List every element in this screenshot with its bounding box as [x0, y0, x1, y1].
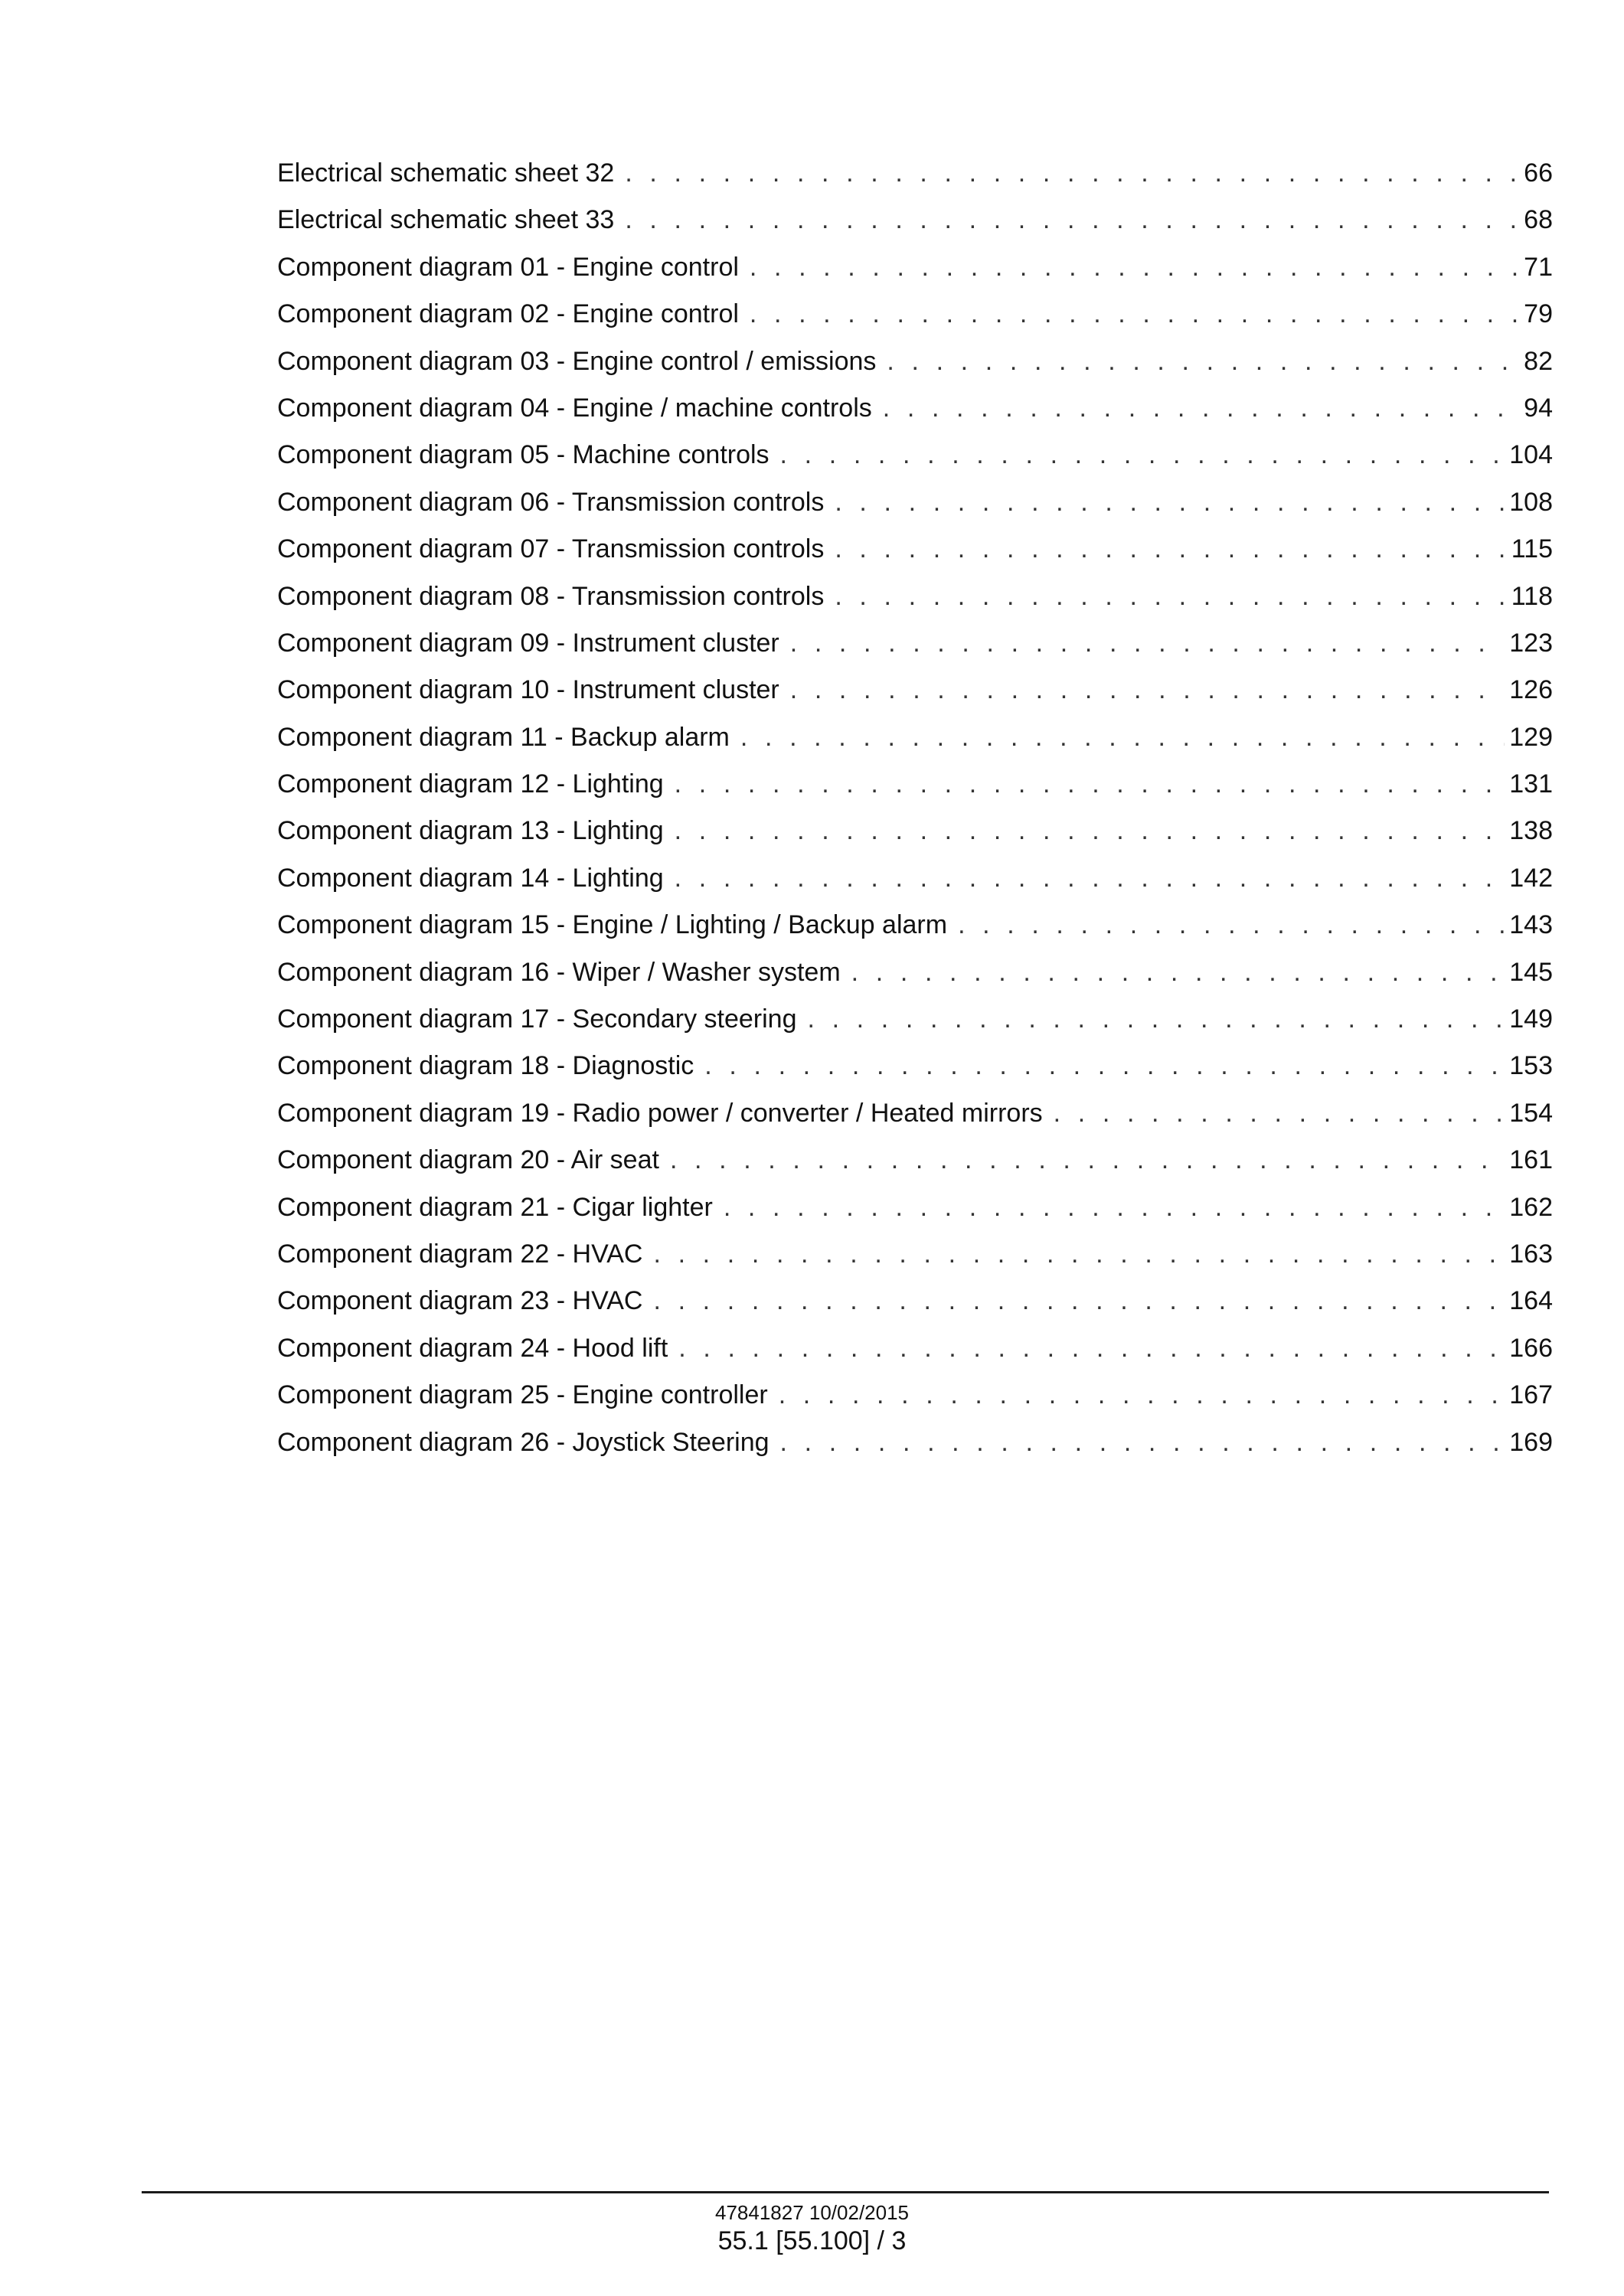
- toc-entry[interactable]: [277, 1043, 1553, 1089]
- toc-entry-title: Component diagram 16 - Wiper / Washer system: [277, 957, 841, 987]
- toc-entry-title: Component diagram 05 - Machine controls: [277, 440, 770, 470]
- toc-entry-title: Component diagram 19 - Radio power / converter / Heated mirrors: [277, 1098, 1043, 1128]
- toc-entry-title: Component diagram 18 - Diagnostic: [277, 1051, 694, 1081]
- toc-entry-page: 164: [1509, 1286, 1553, 1316]
- toc-entry-page: 79: [1524, 299, 1553, 329]
- toc-entry-page: 118: [1511, 581, 1553, 611]
- toc-entry[interactable]: [277, 150, 1553, 197]
- toc-entry-title: Component diagram 25 - Engine controller: [277, 1380, 768, 1410]
- toc-leader-dots: [750, 244, 1519, 291]
- toc-leader-dots: [851, 949, 1505, 996]
- toc-entry-page: 108: [1509, 487, 1553, 517]
- toc-entry-page: 149: [1509, 1004, 1553, 1034]
- toc-entry-title: Component diagram 08 - Transmission controls: [277, 581, 825, 611]
- toc-leader-dots: [1054, 1090, 1505, 1137]
- footer-document-reference: 47841827 10/02/2015: [714, 2201, 910, 2224]
- toc-entry-title: Electrical schematic sheet 33: [277, 205, 615, 235]
- toc-entry[interactable]: [277, 808, 1553, 854]
- toc-entry-page: 68: [1524, 205, 1553, 235]
- toc-entry-page: 129: [1509, 722, 1553, 752]
- toc-entry[interactable]: [277, 996, 1553, 1043]
- toc-leader-dots: [790, 620, 1505, 667]
- toc-entry[interactable]: [277, 1278, 1553, 1324]
- toc-entry-title: Component diagram 01 - Engine control: [277, 252, 739, 282]
- toc-leader-dots: [675, 761, 1505, 808]
- toc-entry-title: Electrical schematic sheet 32: [277, 158, 615, 188]
- toc-leader-dots: [835, 479, 1505, 526]
- toc-entry[interactable]: [277, 573, 1553, 620]
- toc-entry[interactable]: [277, 1231, 1553, 1278]
- toc-entry[interactable]: [277, 902, 1553, 949]
- toc-entry[interactable]: [277, 761, 1553, 808]
- toc-entry[interactable]: [277, 714, 1553, 761]
- toc-entry[interactable]: [277, 620, 1553, 667]
- toc-leader-dots: [724, 1184, 1505, 1231]
- toc-entry-page: 143: [1509, 910, 1553, 940]
- toc-entry-title: Component diagram 12 - Lighting: [277, 769, 664, 799]
- toc-entry-page: 82: [1524, 346, 1553, 376]
- toc-entry-title: Component diagram 02 - Engine control: [277, 299, 739, 329]
- toc-entry[interactable]: [277, 197, 1553, 243]
- toc-entry-page: 167: [1509, 1380, 1553, 1410]
- toc-entry-title: Component diagram 23 - HVAC: [277, 1286, 643, 1316]
- toc-leader-dots: [740, 714, 1505, 761]
- toc-leader-dots: [790, 667, 1505, 714]
- toc-leader-dots: [883, 385, 1519, 432]
- toc-entry[interactable]: [277, 291, 1553, 338]
- toc-leader-dots: [625, 150, 1519, 197]
- toc-leader-dots: [779, 1372, 1505, 1419]
- toc-entry[interactable]: [277, 385, 1553, 432]
- toc-entry-title: Component diagram 13 - Lighting: [277, 816, 664, 846]
- toc-leader-dots: [675, 855, 1505, 902]
- toc-entry[interactable]: [277, 338, 1553, 385]
- toc-entry-title: Component diagram 10 - Instrument cluster: [277, 675, 779, 705]
- toc-entry-page: 142: [1509, 863, 1553, 893]
- toc-entry-page: 163: [1509, 1239, 1553, 1269]
- toc-entry-title: Component diagram 06 - Transmission controls: [277, 487, 825, 517]
- toc-leader-dots: [780, 1419, 1505, 1466]
- toc-entry[interactable]: [277, 949, 1553, 996]
- toc-entry-title: Component diagram 04 - Engine / machine controls: [277, 393, 872, 423]
- toc-leader-dots: [675, 808, 1505, 854]
- toc-leader-dots: [653, 1231, 1505, 1278]
- table-of-contents: [277, 150, 1553, 1466]
- toc-leader-dots: [670, 1137, 1505, 1184]
- toc-entry-page: 169: [1509, 1427, 1553, 1457]
- toc-leader-dots: [780, 432, 1505, 478]
- toc-entry-page: 66: [1524, 158, 1553, 188]
- toc-entry-title: Component diagram 09 - Instrument cluster: [277, 628, 779, 658]
- footer-page-number: 55.1 [55.100] / 3: [717, 2226, 907, 2255]
- toc-entry-page: 166: [1509, 1333, 1553, 1363]
- toc-leader-dots: [887, 338, 1519, 385]
- toc-entry[interactable]: [277, 1372, 1553, 1419]
- toc-entry[interactable]: [277, 526, 1553, 573]
- toc-entry-page: 145: [1509, 957, 1553, 987]
- toc-entry-title: Component diagram 15 - Engine / Lighting / Backup alarm: [277, 910, 948, 940]
- toc-leader-dots: [958, 902, 1505, 949]
- toc-entry[interactable]: [277, 1325, 1553, 1372]
- toc-entry[interactable]: [277, 432, 1553, 478]
- toc-entry-title: Component diagram 17 - Secondary steering: [277, 1004, 797, 1034]
- toc-leader-dots: [808, 996, 1505, 1043]
- toc-entry-page: 138: [1509, 816, 1553, 846]
- footer-divider: [142, 2191, 1549, 2193]
- toc-leader-dots: [653, 1278, 1505, 1324]
- toc-entry-title: Component diagram 24 - Hood lift: [277, 1333, 668, 1363]
- toc-entry-page: 123: [1509, 628, 1553, 658]
- toc-entry-page: 162: [1509, 1192, 1553, 1222]
- toc-entry-title: Component diagram 21 - Cigar lighter: [277, 1192, 713, 1222]
- toc-entry-page: 94: [1524, 393, 1553, 423]
- toc-entry-page: 131: [1509, 769, 1553, 799]
- toc-entry-page: 71: [1524, 252, 1553, 282]
- toc-leader-dots: [835, 573, 1506, 620]
- toc-entry[interactable]: [277, 1090, 1553, 1137]
- toc-entry[interactable]: [277, 855, 1553, 902]
- toc-entry-page: 161: [1509, 1145, 1553, 1175]
- toc-entry-title: Component diagram 11 - Backup alarm: [277, 722, 730, 752]
- toc-leader-dots: [835, 526, 1506, 573]
- toc-entry-title: Component diagram 14 - Lighting: [277, 863, 664, 893]
- toc-entry[interactable]: [277, 1184, 1553, 1231]
- toc-leader-dots: [750, 291, 1519, 338]
- toc-entry-title: Component diagram 26 - Joystick Steering: [277, 1427, 770, 1457]
- toc-entry[interactable]: [277, 667, 1553, 714]
- toc-entry[interactable]: [277, 1419, 1553, 1466]
- toc-leader-dots: [678, 1325, 1505, 1372]
- toc-entry-page: 104: [1509, 440, 1553, 470]
- toc-leader-dots: [625, 197, 1519, 243]
- toc-entry-page: 153: [1509, 1051, 1553, 1081]
- toc-entry-page: 126: [1509, 675, 1553, 705]
- toc-entry-title: Component diagram 03 - Engine control / emissions: [277, 346, 877, 376]
- toc-entry-page: 115: [1511, 534, 1553, 564]
- toc-entry-title: Component diagram 20 - Air seat: [277, 1145, 659, 1175]
- toc-entry[interactable]: [277, 244, 1553, 291]
- toc-entry-title: Component diagram 07 - Transmission controls: [277, 534, 825, 564]
- toc-entry[interactable]: [277, 1137, 1553, 1184]
- toc-entry[interactable]: [277, 479, 1553, 526]
- toc-entry-page: 154: [1509, 1098, 1553, 1128]
- toc-entry-title: Component diagram 22 - HVAC: [277, 1239, 643, 1269]
- toc-leader-dots: [704, 1043, 1505, 1089]
